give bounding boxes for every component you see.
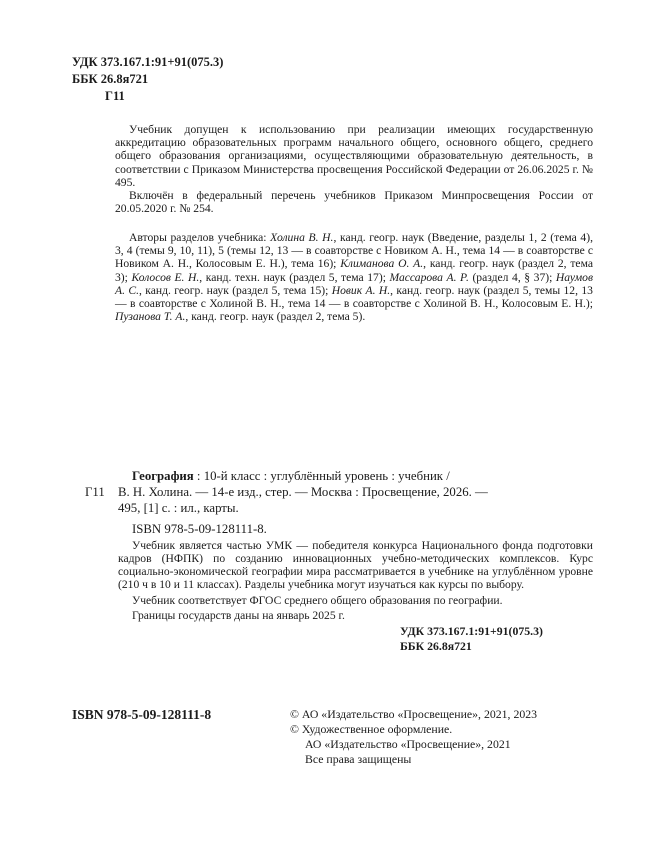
catalog-isbn: ISBN 978-5-09-128111-8. [132, 521, 267, 536]
book-code-g11-top: Г11 [105, 89, 125, 103]
annotation-paragraph-3: Границы государств даны на январь 2025 г. [132, 608, 345, 622]
udk-code-top: УДК 373.167.1:91+91(075.3) [72, 55, 224, 69]
copyright-line-rights: Все права защищены [305, 752, 412, 766]
copyright-line-publisher: © АО «Издательство «Просвещение», 2021, 2023 [290, 707, 538, 721]
catalog-line-title: География : 10-й класс : углублённый уровень : учебник / [132, 469, 450, 483]
catalog-entry [85, 468, 593, 537]
copyright-block [290, 707, 537, 767]
udk-code-bottom: УДК 373.167.1:91+91(075.3) [400, 624, 543, 638]
admission-paragraph-1: Учебник допущен к использованию при реализации имеющих государственную аккредитацию образовательных программ начального общего, основного общего, среднего общего образования организациями, осуществляющими образовательную деятельность, в соответствии с Приказом Министерства просвещения Российской Федерации от 26.06.2025 г. № 495. [115, 123, 593, 189]
catalog-line-pages: 495, [1] с. : ил., карты. [118, 501, 239, 516]
annotation-paragraph-2: Учебник соответствует ФГОС среднего общего образования по географии. [132, 593, 503, 607]
copyright-line-art: © Художественное оформление. [290, 722, 453, 736]
bbk-code-bottom: ББК 26.8я721 [400, 639, 472, 653]
bbk-code-top: ББК 26.8я721 [72, 72, 149, 86]
annotation-paragraph-1: Учебник является частью УМК — победителя конкурса Национального фонда подготовки кадров (НФПК) по созданию инновационных учебно-методических комплексов. Курс социально-экономической географии мира рассматривается в учебнике на углублённом уровне (210 ч в 10 и 11 классах). Разделы учебника могут изучаться как курсы по выбору. [118, 538, 593, 592]
cataloging-block [85, 468, 593, 622]
codes-bottom-right-block [400, 624, 543, 654]
admission-paragraph-2: Включён в федеральный перечень учебников Приказом Минпросвещения России от 20.05.2020 г. № 254. [115, 189, 593, 216]
catalog-line-author-edition: В. Н. Холина. — 14-е изд., стер. — Москва : Просвещение, 2026. — [118, 485, 488, 500]
isbn-bottom: ISBN 978-5-09-128111-8 [72, 707, 212, 722]
authors-paragraph: Авторы разделов учебника: Холина В. Н., канд. геогр. наук (Введение, разделы 1, 2 (тема 4), 3, 4 (темы 9, 10, 11), 5 (темы 12, 13 — в соавторстве с Новиком А. Н., тема 14 — в соавторстве с Новиком А. Н., Колосовым Е. Н.), тема 16); Климанова О. А., канд. геогр. наук (раздел 2, тема 3); Колосов Е. Н., канд. техн. наук (раздел 5, тема 17); Массарова А. Р. (раздел 4, § 37); Наумов А. С., канд. геогр. наук (раздел 5, тема 15); Новик А. Н., канд. геогр. наук (раздел 5, темы 12, 13 — в соавторстве с Холиной В. Н., тема 14 — в соавторстве с Холиной В. Н., Колосовым Е. Н.); Пузанова Т. А., канд. геогр. наук (раздел 2, тема 5). [115, 231, 593, 324]
copyright-line-publisher-year: АО «Издательство «Просвещение», 2021 [305, 737, 511, 751]
book-code-g11-catalog: Г11 [85, 485, 105, 500]
top-codes-block [72, 54, 223, 105]
admission-block [115, 123, 593, 215]
